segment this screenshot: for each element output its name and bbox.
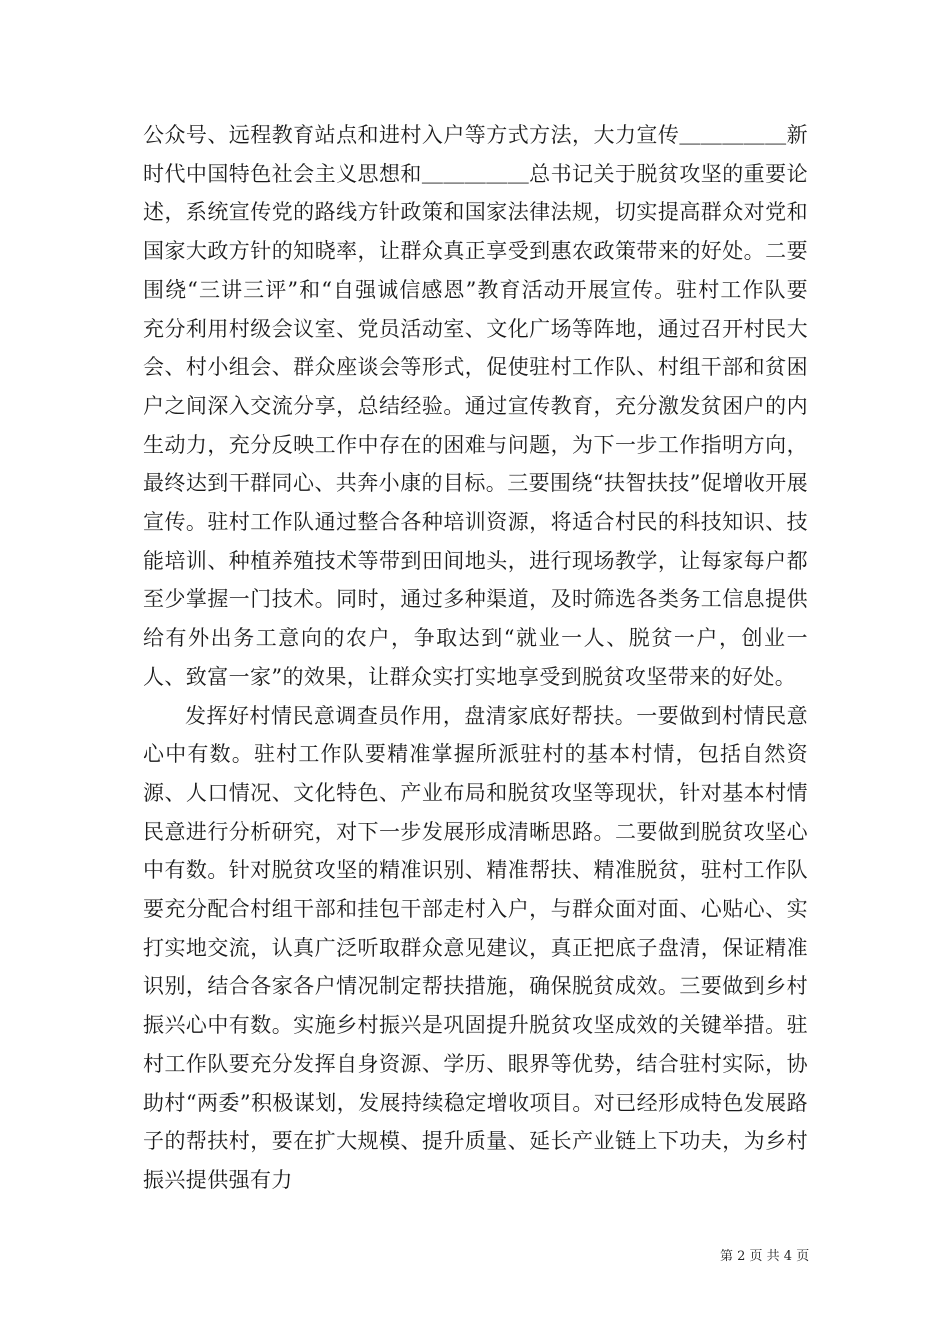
page-number: 第 2 页 共 4 页 (720, 1249, 810, 1264)
body-text (143, 116, 808, 1200)
paragraph-1: 公众号、远程教育站点和进村入户等方式方法，大力宣传＿＿＿＿＿新时代中国特色社会主义思想和＿＿＿＿＿总书记关于脱贫攻坚的重要论述，系统宣传党的路线方针政策和国家法律法规，切实提高群众对党和国家大政方针的知晓率，让群众真正享受到惠农政策带来的好处。二要围绕“三讲三评”和“自强诚信感恩”教育活动开展宣传。驻村工作队要充分利用村级会议室、党员活动室、文化广场等阵地，通过召开村民大会、村小组会、群众座谈会等形式，促使驻村工作队、村组干部和贫困户之间深入交流分享，总结经验。通过宣传教育，充分激发贫困户的内生动力，充分反映工作中存在的困难与问题，为下一步工作指明方向，最终达到干群同心、共奔小康的目标。三要围绕“扶智扶技”促增收开展宣传。驻村工作队通过整合各种培训资源，将适合村民的科技知识、技能培训、种植养殖技术等带到田间地头，进行现场教学，让每家每户都至少掌握一门技术。同时，通过多种渠道，及时筛选各类务工信息提供给有外出务工意向的农户，争取达到“就业一人、脱贫一户，创业一人、致富一家”的效果，让群众实打实地享受到脱贫攻坚带来的好处。 (143, 123, 808, 689)
paragraph-2: 发挥好村情民意调查员作用，盘清家底好帮扶。一要做到村情民意心中有数。驻村工作队要精准掌握所派驻村的基本村情，包括自然资源、人口情况、文化特色、产业布局和脱贫攻坚等现状，针对基本村情民意进行分析研究，对下一步发展形成清晰思路。二要做到脱贫攻坚心中有数。针对脱贫攻坚的精准识别、精准帮扶、精准脱贫，驻村工作队要充分配合村组干部和挂包干部走村入户，与群众面对面、心贴心、实打实地交流，认真广泛听取群众意见建议，真正把底子盘清，保证精准识别，结合各家各户情况制定帮扶措施，确保脱贫成效。三要做到乡村振兴心中有数。实施乡村振兴是巩固提升脱贫攻坚成效的关键举措。驻村工作队要充分发挥自身资源、学历、眼界等优势，结合驻村实际，协助村“两委”积极谋划，发展持续稳定增收项目。对已经形成特色发展路子的帮扶村，要在扩大规模、提升质量、延长产业链上下功夫，为乡村振兴提供强有力 (143, 703, 808, 1192)
